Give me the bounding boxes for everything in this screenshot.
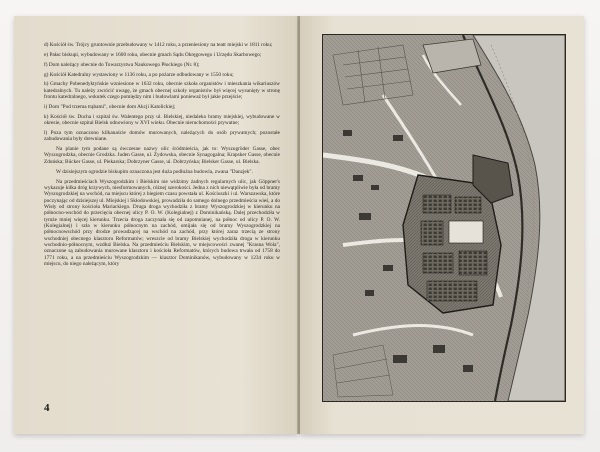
list-item: g) Kościół Katedralny wystawiony w 1136 roku, a po pożarze odbudowany w 1550 roku;: [44, 71, 234, 78]
right-page: [300, 16, 584, 434]
building-block: [459, 251, 487, 275]
list-item: f) Dom należący obecnie do Towarzystwa Naukowego Płockiego (Nr. 8);: [44, 61, 200, 68]
building-block: [455, 197, 481, 213]
list-item: d) Kościół św. Trójcy gruntownie przebudowany w 1412 roku, a przeniesiony na teatr miejski w 1811 roku;: [44, 42, 273, 48]
market-square: [449, 221, 483, 243]
building-block: [423, 253, 453, 273]
paragraph: W dzisiejszym ogrodzie biskupim oznaczona jest duża podłużna budowla, zwana "Danzjek".: [56, 168, 253, 175]
list-item: l) Poza tym oznaczono kilkanaście domów murowanych, należących do osób prywatnych; pozostałe zabudowania były drewniane.: [44, 129, 280, 143]
open-booklet: [14, 16, 584, 436]
list-item: e) Pałac biskupi, wybudowany w 1600 roku, obecnie gmach Sądu Okręgowego i Urzędu Skarbowego;: [44, 51, 262, 58]
paragraph: Na przedmieściach Wyszogrodzkim i Bielskim nie widzimy żadnych regularnych ulic, jak Göppner's wykazuje kilka dróg krzywych, niesformowanych, różnej szerokości. Jedna z nich niewątpliwie była od bramy Wyszogrodzkiej na wschód, na miejscu której z biegiem czasu powstała ul. Kościuszki i ul. Warszawska, które poczynając od dzisiejszej ul. Miejskiej i Skłodowskiej, prowadziła do samego dolnego przedmieścia wieś, a do Wisły od strony kościoła Mariackiego. Druga droga wychodziła z bramy Wyszogrodzkiej w kierunku na północno-wschód do przecięcia obecnej ulicy P. O. W. (Kolegialnej) z Dominikańską. Dalej przechodziła w tymże mniej więcej kierunku. Trzecia droga zaczynała się od zapomnianej, na północ od ulicy P. O. W. (Kolegialnej) i szła w kierunku północnym na zachód, omijała się od bramy Wyszogrodzkiej na północnowschód przy drodze prowadzącej na wschód na zachód, przy której zaraz trzecią ze strony wschodniej obecnego klasztoru Reformatów; wreszcie od bramy Bielskiej wychodziła droga w kierunku wschodnio-północnym, wzdłuż Bielska. Na przedmieściu Bielskim, w miejscowości zwanej "Krasna Wola", oznaczone są zabudowania murowane klasztoru i kościoła Reformatów, których budowa trwała od 1758 do 1771 roku, a na przedmieściu Wyszogrodzkim — klasztor Dominikanów, wybudowany w 1234 roku w miejscu, do niego należącym, który: [44, 178, 280, 267]
historic-map-illustration: [322, 34, 566, 402]
left-page: [14, 16, 298, 434]
list-item: h) Gmachy Pobenedyktyńskie wzniesione w 1632 roku, obecnie szkoła organistów i mieszkania wikariuszów katedralnych. Tu należy zwrócić uwagę, że gmach obecnej szkoły organistów był więcej wysunięty w stronę frontu katedralnego, wskutek czego pomiędzy nim i budowlami ponieważ był jakie przejście;: [44, 81, 280, 101]
list-item: i) Dom "Pod trzema trąbami", obecnie dom Akcji Katolickiej;: [44, 103, 176, 110]
page-number: 4: [44, 402, 50, 414]
left-page-text: [44, 42, 280, 267]
list-item: k) Kościół św. Ducha i szpital św. Walentego przy ul. Bielskiej, niedaleko bramy miejskiej, wybudowane w okresie, obecnie szpital Bielsk odnowiony w XVI wieku. Obecnie nieruchomości prywatne;: [44, 113, 280, 127]
building-block: [421, 221, 443, 245]
paragraph: Na planie tym podane są ówczesne nazwy ulic śródmieścia, jak to: Wyszogröder Gasse, obec Wyszogrodzka, obecnie Grodzka. Juden Gasse, ul. Żydowska, obecnie Synagogalna; Krapsker Gasse, obecnie Zduńska; Bücker Gasse, ul. Piekarska; Dobrzyner Gasse, ul. Dobrzyńska; Bielsker Gasse, ul. Bielska.: [44, 146, 280, 165]
map-drawing: [323, 35, 565, 401]
building-block: [423, 195, 451, 213]
building-block: [427, 281, 477, 301]
